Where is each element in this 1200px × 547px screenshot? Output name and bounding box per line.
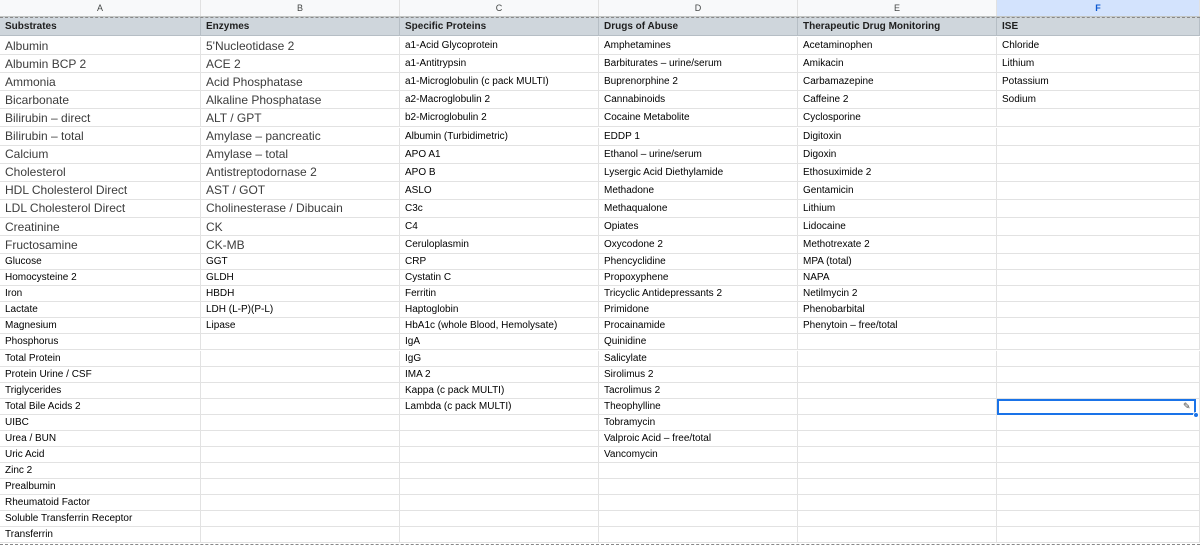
table-row — [0, 447, 1200, 463]
header-cell-drugs-of-abuse[interactable]: Drugs of Abuse — [599, 17, 798, 36]
cell-enzymes[interactable]: CK — [201, 218, 400, 235]
cell-specific-proteins[interactable]: HbA1c (whole Blood, Hemolysate) — [400, 318, 599, 333]
cell-specific-proteins[interactable]: Lambda (c pack MULTI) — [400, 399, 599, 414]
cell-substrates[interactable]: Homocysteine 2 — [0, 270, 201, 285]
cell-enzymes[interactable]: ACE 2 — [201, 55, 400, 72]
column-header-row — [0, 0, 1200, 17]
cell-substrates[interactable]: Lactate — [0, 302, 201, 317]
header-cell-therapeutic-drug-monitoring[interactable]: Therapeutic Drug Monitoring — [798, 17, 997, 36]
fill-handle[interactable] — [1193, 412, 1199, 418]
cell-ise[interactable] — [997, 218, 1200, 235]
cell-therapeutic-drug-monitoring[interactable] — [798, 367, 997, 382]
cell-therapeutic-drug-monitoring[interactable]: Methotrexate 2 — [798, 236, 997, 253]
cell-specific-proteins[interactable]: a1-Microglobulin (c pack MULTI) — [400, 73, 599, 90]
table-row — [0, 146, 1200, 164]
selected-cell[interactable] — [997, 399, 1196, 415]
cell-specific-proteins[interactable]: IgA — [400, 334, 599, 349]
cell-ise[interactable] — [997, 254, 1200, 269]
cell-ise[interactable] — [997, 383, 1200, 398]
cell-drugs-of-abuse[interactable] — [599, 495, 798, 510]
cell-substrates[interactable]: Phosphorus — [0, 334, 201, 349]
table-row — [0, 270, 1200, 286]
cell-drugs-of-abuse[interactable]: Phencyclidine — [599, 254, 798, 269]
column-header-a[interactable]: A — [0, 0, 201, 16]
table-row — [0, 254, 1200, 270]
cell-specific-proteins[interactable] — [400, 527, 599, 542]
table-row — [0, 495, 1200, 511]
cell-therapeutic-drug-monitoring[interactable]: Carbamazepine — [798, 73, 997, 90]
cell-therapeutic-drug-monitoring[interactable]: Phenobarbital — [798, 302, 997, 317]
cell-drugs-of-abuse[interactable] — [599, 463, 798, 478]
table-row — [0, 318, 1200, 334]
cell-substrates[interactable]: LDL Cholesterol Direct — [0, 200, 201, 217]
cell-enzymes[interactable]: HBDH — [201, 286, 400, 301]
cell-drugs-of-abuse[interactable]: Lysergic Acid Diethylamide — [599, 164, 798, 181]
cell-substrates[interactable]: Magnesium — [0, 318, 201, 333]
cell-drugs-of-abuse[interactable]: EDDP 1 — [599, 128, 798, 145]
cell-specific-proteins[interactable]: APO A1 — [400, 146, 599, 163]
cell-substrates[interactable]: Bicarbonate — [0, 91, 201, 108]
cell-substrates[interactable]: Protein Urine / CSF — [0, 367, 201, 382]
cell-substrates[interactable]: Fructosamine — [0, 236, 201, 253]
cell-drugs-of-abuse[interactable]: Valproic Acid – free/total — [599, 431, 798, 446]
cell-ise[interactable] — [997, 527, 1200, 542]
cell-enzymes[interactable]: LDH (L-P)(P-L) — [201, 302, 400, 317]
table-row — [0, 73, 1200, 91]
cell-drugs-of-abuse[interactable]: Vancomycin — [599, 447, 798, 462]
cell-therapeutic-drug-monitoring[interactable] — [798, 527, 997, 542]
cell-substrates[interactable]: Zinc 2 — [0, 463, 201, 478]
cell-enzymes[interactable]: Amylase – total — [201, 146, 400, 163]
cell-drugs-of-abuse[interactable]: Oxycodone 2 — [599, 236, 798, 253]
cell-specific-proteins[interactable]: C3c — [400, 200, 599, 217]
cell-drugs-of-abuse[interactable]: Methadone — [599, 182, 798, 199]
cell-enzymes[interactable]: Amylase – pancreatic — [201, 128, 400, 145]
cell-enzymes[interactable] — [201, 367, 400, 382]
cell-enzymes[interactable]: CK-MB — [201, 236, 400, 253]
cell-specific-proteins[interactable] — [400, 511, 599, 526]
cell-therapeutic-drug-monitoring[interactable] — [798, 351, 997, 366]
cell-drugs-of-abuse[interactable]: Opiates — [599, 218, 798, 235]
cell-drugs-of-abuse[interactable]: Amphetamines — [599, 37, 798, 54]
cell-therapeutic-drug-monitoring[interactable] — [798, 415, 997, 430]
cell-substrates[interactable]: Iron — [0, 286, 201, 301]
cell-therapeutic-drug-monitoring[interactable] — [798, 334, 997, 349]
cell-drugs-of-abuse[interactable]: Buprenorphine 2 — [599, 73, 798, 90]
cell-specific-proteins[interactable]: Cystatin C — [400, 270, 599, 285]
cell-drugs-of-abuse[interactable] — [599, 479, 798, 494]
cell-specific-proteins[interactable]: CRP — [400, 254, 599, 269]
cell-specific-proteins[interactable]: a1-Antitrypsin — [400, 55, 599, 72]
cell-substrates[interactable]: Calcium — [0, 146, 201, 163]
table-row — [0, 511, 1200, 527]
cell-ise[interactable]: Potassium — [997, 73, 1200, 90]
cell-ise[interactable] — [997, 164, 1200, 181]
cell-specific-proteins[interactable]: a1-Acid Glycoprotein — [400, 37, 599, 54]
cell-enzymes[interactable]: Cholinesterase / Dibucain — [201, 200, 400, 217]
cell-specific-proteins[interactable]: IMA 2 — [400, 367, 599, 382]
cell-enzymes[interactable] — [201, 415, 400, 430]
cell-therapeutic-drug-monitoring[interactable] — [798, 383, 997, 398]
table-row — [0, 109, 1200, 127]
cell-ise[interactable] — [997, 511, 1200, 526]
table-row — [0, 479, 1200, 495]
table-row — [0, 218, 1200, 236]
cell-drugs-of-abuse[interactable]: Cocaine Metabolite — [599, 109, 798, 126]
cell-ise[interactable] — [997, 182, 1200, 199]
cell-therapeutic-drug-monitoring[interactable] — [798, 399, 997, 414]
header-cell-enzymes[interactable]: Enzymes — [201, 17, 400, 36]
cell-specific-proteins[interactable] — [400, 495, 599, 510]
cell-substrates[interactable]: Urea / BUN — [0, 431, 201, 446]
table-row — [0, 236, 1200, 254]
table-row — [0, 351, 1200, 367]
cell-specific-proteins[interactable]: ASLO — [400, 182, 599, 199]
cell-ise[interactable] — [997, 286, 1200, 301]
cell-drugs-of-abuse[interactable]: Ethanol – urine/serum — [599, 146, 798, 163]
cell-specific-proteins[interactable]: Albumin (Turbidimetric) — [400, 128, 599, 145]
cell-specific-proteins[interactable]: APO B — [400, 164, 599, 181]
cell-ise[interactable]: Chloride — [997, 37, 1200, 54]
cell-ise[interactable]: Lithium — [997, 55, 1200, 72]
cell-therapeutic-drug-monitoring[interactable] — [798, 495, 997, 510]
table-row — [0, 463, 1200, 479]
table-row — [0, 182, 1200, 200]
cell-specific-proteins[interactable] — [400, 479, 599, 494]
table-row — [0, 128, 1200, 146]
copy-range-border-top — [0, 17, 1200, 18]
cell-substrates[interactable]: UIBC — [0, 415, 201, 430]
table-row — [0, 55, 1200, 73]
cell-ise[interactable] — [997, 463, 1200, 478]
cell-specific-proteins[interactable]: a2-Macroglobulin 2 — [400, 91, 599, 108]
cell-ise[interactable] — [997, 495, 1200, 510]
cell-therapeutic-drug-monitoring[interactable]: Digoxin — [798, 146, 997, 163]
cell-enzymes[interactable] — [201, 351, 400, 366]
cell-ise[interactable] — [997, 415, 1200, 430]
cell-specific-proteins[interactable] — [400, 415, 599, 430]
table-row — [0, 334, 1200, 350]
column-header-c[interactable]: C — [400, 0, 599, 16]
cell-enzymes[interactable] — [201, 511, 400, 526]
cell-substrates[interactable]: Total Bile Acids 2 — [0, 399, 201, 414]
cell-enzymes[interactable] — [201, 334, 400, 349]
cell-specific-proteins[interactable] — [400, 463, 599, 478]
cell-substrates[interactable]: Soluble Transferrin Receptor — [0, 511, 201, 526]
smart-fill-icon[interactable]: ✎ — [1183, 401, 1191, 411]
cell-drugs-of-abuse[interactable]: Barbiturates – urine/serum — [599, 55, 798, 72]
cell-enzymes[interactable]: Alkaline Phosphatase — [201, 91, 400, 108]
cell-therapeutic-drug-monitoring[interactable] — [798, 463, 997, 478]
cell-substrates[interactable]: Glucose — [0, 254, 201, 269]
cell-drugs-of-abuse[interactable]: Methaqualone — [599, 200, 798, 217]
cell-therapeutic-drug-monitoring[interactable]: MPA (total) — [798, 254, 997, 269]
cell-specific-proteins[interactable]: Ferritin — [400, 286, 599, 301]
column-header-f[interactable]: F — [997, 0, 1200, 16]
cell-therapeutic-drug-monitoring[interactable]: Gentamicin — [798, 182, 997, 199]
cell-ise[interactable] — [997, 109, 1200, 126]
cell-substrates[interactable]: Ammonia — [0, 73, 201, 90]
cell-enzymes[interactable] — [201, 495, 400, 510]
cell-ise[interactable] — [997, 334, 1200, 349]
cell-enzymes[interactable]: AST / GOT — [201, 182, 400, 199]
cell-specific-proteins[interactable]: Ceruloplasmin — [400, 236, 599, 253]
cell-enzymes[interactable] — [201, 463, 400, 478]
table-row — [0, 200, 1200, 218]
cell-ise[interactable] — [997, 146, 1200, 163]
cell-drugs-of-abuse[interactable]: Salicylate — [599, 351, 798, 366]
cell-therapeutic-drug-monitoring[interactable]: Cyclosporine — [798, 109, 997, 126]
cell-substrates[interactable]: Bilirubin – direct — [0, 109, 201, 126]
cell-drugs-of-abuse[interactable]: Theophylline — [599, 399, 798, 414]
table-row — [0, 164, 1200, 182]
cell-ise[interactable] — [997, 200, 1200, 217]
cell-substrates[interactable]: Albumin — [0, 37, 201, 54]
cell-ise[interactable] — [997, 367, 1200, 382]
cell-therapeutic-drug-monitoring[interactable]: Ethosuximide 2 — [798, 164, 997, 181]
table-row — [0, 91, 1200, 109]
cell-substrates[interactable]: Triglycerides — [0, 383, 201, 398]
header-cell-specific-proteins[interactable]: Specific Proteins — [400, 17, 599, 36]
cell-specific-proteins[interactable]: b2-Microglobulin 2 — [400, 109, 599, 126]
table-row — [0, 383, 1200, 399]
cell-enzymes[interactable]: GLDH — [201, 270, 400, 285]
table-row — [0, 37, 1200, 55]
column-header-e[interactable]: E — [798, 0, 997, 16]
cell-drugs-of-abuse[interactable] — [599, 511, 798, 526]
cell-therapeutic-drug-monitoring[interactable] — [798, 479, 997, 494]
cell-therapeutic-drug-monitoring[interactable]: Netilmycin 2 — [798, 286, 997, 301]
cell-therapeutic-drug-monitoring[interactable] — [798, 447, 997, 462]
cell-ise[interactable] — [997, 270, 1200, 285]
cell-substrates[interactable]: HDL Cholesterol Direct — [0, 182, 201, 199]
cell-therapeutic-drug-monitoring[interactable]: NAPA — [798, 270, 997, 285]
cell-enzymes[interactable]: Acid Phosphatase — [201, 73, 400, 90]
cell-enzymes[interactable]: 5'Nucleotidase 2 — [201, 37, 400, 54]
table-row — [0, 367, 1200, 383]
cell-therapeutic-drug-monitoring[interactable]: Acetaminophen — [798, 37, 997, 54]
column-header-d[interactable]: D — [599, 0, 798, 16]
cell-enzymes[interactable]: GGT — [201, 254, 400, 269]
cell-ise[interactable] — [997, 128, 1200, 145]
cell-specific-proteins[interactable]: Kappa (c pack MULTI) — [400, 383, 599, 398]
cell-enzymes[interactable] — [201, 479, 400, 494]
cell-drugs-of-abuse[interactable]: Quinidine — [599, 334, 798, 349]
copy-range-border-bottom — [0, 544, 1200, 545]
cell-drugs-of-abuse[interactable]: Tobramycin — [599, 415, 798, 430]
cell-specific-proteins[interactable]: C4 — [400, 218, 599, 235]
table-row — [0, 415, 1200, 431]
cell-therapeutic-drug-monitoring[interactable]: Lidocaine — [798, 218, 997, 235]
cell-therapeutic-drug-monitoring[interactable] — [798, 431, 997, 446]
cell-therapeutic-drug-monitoring[interactable]: Amikacin — [798, 55, 997, 72]
cell-enzymes[interactable] — [201, 399, 400, 414]
cell-ise[interactable]: Sodium — [997, 91, 1200, 108]
cell-ise[interactable] — [997, 351, 1200, 366]
cell-ise[interactable] — [997, 318, 1200, 333]
cell-ise[interactable] — [997, 431, 1200, 446]
cell-drugs-of-abuse[interactable]: Primidone — [599, 302, 798, 317]
cell-drugs-of-abuse[interactable]: Propoxyphene — [599, 270, 798, 285]
cell-ise[interactable] — [997, 479, 1200, 494]
cell-enzymes[interactable] — [201, 431, 400, 446]
header-cell-substrates[interactable]: Substrates — [0, 17, 201, 36]
header-cell-ise[interactable]: ISE — [997, 17, 1200, 36]
cell-drugs-of-abuse[interactable]: Tricyclic Antidepressants 2 — [599, 286, 798, 301]
cell-substrates[interactable]: Albumin BCP 2 — [0, 55, 201, 72]
cell-specific-proteins[interactable] — [400, 447, 599, 462]
cell-enzymes[interactable]: ALT / GPT — [201, 109, 400, 126]
cell-substrates[interactable]: Uric Acid — [0, 447, 201, 462]
cell-drugs-of-abuse[interactable] — [599, 527, 798, 542]
column-header-b[interactable]: B — [201, 0, 400, 16]
cell-ise[interactable] — [997, 236, 1200, 253]
table-row — [0, 286, 1200, 302]
cell-enzymes[interactable] — [201, 447, 400, 462]
cell-therapeutic-drug-monitoring[interactable]: Lithium — [798, 200, 997, 217]
cell-specific-proteins[interactable]: IgG — [400, 351, 599, 366]
cell-substrates[interactable]: Total Protein — [0, 351, 201, 366]
table-row — [0, 431, 1200, 447]
cell-enzymes[interactable]: Antistreptodornase 2 — [201, 164, 400, 181]
cell-specific-proteins[interactable] — [400, 431, 599, 446]
cell-ise[interactable] — [997, 447, 1200, 462]
cell-therapeutic-drug-monitoring[interactable]: Phenytoin – free/total — [798, 318, 997, 333]
cell-enzymes[interactable] — [201, 383, 400, 398]
cell-therapeutic-drug-monitoring[interactable] — [798, 511, 997, 526]
cell-substrates[interactable]: Prealbumin — [0, 479, 201, 494]
cell-therapeutic-drug-monitoring[interactable]: Caffeine 2 — [798, 91, 997, 108]
cell-drugs-of-abuse[interactable]: Sirolimus 2 — [599, 367, 798, 382]
cell-substrates[interactable]: Rheumatoid Factor — [0, 495, 201, 510]
cell-enzymes[interactable] — [201, 527, 400, 542]
table-row — [0, 527, 1200, 543]
cell-specific-proteins[interactable]: Haptoglobin — [400, 302, 599, 317]
cell-therapeutic-drug-monitoring[interactable]: Digitoxin — [798, 128, 997, 145]
cell-drugs-of-abuse[interactable]: Procainamide — [599, 318, 798, 333]
cell-drugs-of-abuse[interactable]: Cannabinoids — [599, 91, 798, 108]
cell-ise[interactable] — [997, 302, 1200, 317]
cell-substrates[interactable]: Cholesterol — [0, 164, 201, 181]
cell-enzymes[interactable]: Lipase — [201, 318, 400, 333]
cell-substrates[interactable]: Transferrin — [0, 527, 201, 542]
cell-drugs-of-abuse[interactable]: Tacrolimus 2 — [599, 383, 798, 398]
cell-substrates[interactable]: Creatinine — [0, 218, 201, 235]
cell-substrates[interactable]: Bilirubin – total — [0, 128, 201, 145]
table-row — [0, 302, 1200, 318]
header-row — [0, 17, 1200, 36]
